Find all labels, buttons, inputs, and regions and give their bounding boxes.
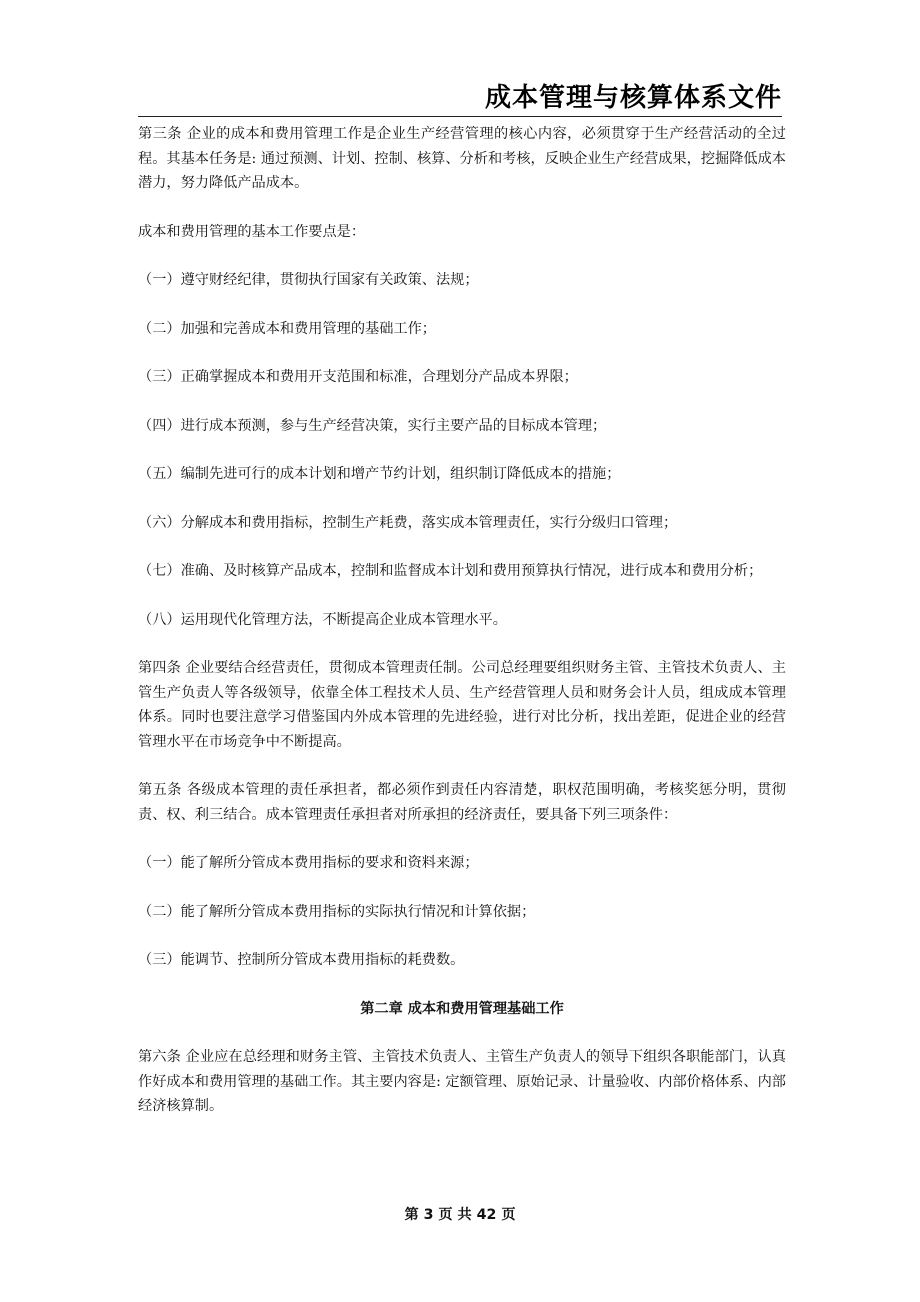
list-item: （七）准确、及时核算产品成本，控制和监督成本计划和费用预算执行情况，进行成本和费用分析； [138, 563, 763, 579]
list-item: （五）编制先进可行的成本计划和增产节约计划，组织制订降低成本的措施； [138, 466, 621, 482]
document-header [138, 80, 782, 117]
article-4: 第四条 企业要结合经营责任，贯彻成本管理责任制。公司总经理要组织财务主管、主管技术负责人、主管生产负责人等各级领导，依靠全体工程技术人员、生产经营管理人员和财务会计人员，组成成本管理体系。同时也要注意学习借鉴国内外成本管理的先进经验，进行对比分析，找出差距，促进企业的经营管理水平在市场竞争中不断提高。 [138, 660, 786, 750]
points-intro: 成本和费用管理的基本工作要点是： [138, 223, 366, 240]
list-item: （三）正确掌握成本和费用开支范围和标准，合理划分产品成本界限； [138, 369, 578, 385]
article-6: 第六条 企业应在总经理和财务主管、主管技术负责人、主管生产负责人的领导下组织各职能部门，认真作好成本和费用管理的基础工作。其主要内容是: 定额管理、原始记录、计量验收、内部价格体系、内部经济核算制。 [138, 1049, 786, 1114]
list-item: （一）能了解所分管成本费用指标的要求和资料来源； [138, 855, 479, 871]
document-body [138, 122, 786, 1119]
list-item: （二）加强和完善成本和费用管理的基础工作； [138, 320, 436, 337]
list-item: （一）遵守财经纪律，贯彻执行国家有关政策、法规； [138, 272, 479, 288]
list-item: （二）能了解所分管成本费用指标的实际执行情况和计算依据； [138, 903, 536, 920]
list-item: （四）进行成本预测，参与生产经营决策，实行主要产品的目标成本管理； [138, 417, 607, 434]
document-title: 成本管理与核算体系文件 [484, 83, 782, 113]
article-5: 第五条 各级成本管理的责任承担者，都必须作到责任内容清楚，职权范围明确，考核奖惩分明，贯彻责、权、利三结合。成本管理责任承担者对所承担的经济责任，要具备下列三项条件： [138, 782, 786, 823]
article-3: 第三条 企业的成本和费用管理工作是企业生产经营管理的核心内容，必须贯穿于生产经营活动的全过程。其基本任务是: 通过预测、计划、控制、核算、分析和考核，反映企业生产经营成果，挖掘降低成本潜力，努力降低产品成本。 [138, 126, 786, 191]
list-item: （三）能调节、控制所分管成本费用指标的耗费数。 [138, 952, 465, 968]
list-item: （八）运用现代化管理方法，不断提高企业成本管理水平。 [138, 611, 507, 628]
chapter-heading: 第二章 成本和费用管理基础工作 [360, 1000, 564, 1017]
page-number: 第 3 页 共 42 页 [404, 1207, 516, 1223]
list-item: （六）分解成本和费用指标，控制生产耗费，落实成本管理责任，实行分级归口管理； [138, 514, 678, 531]
